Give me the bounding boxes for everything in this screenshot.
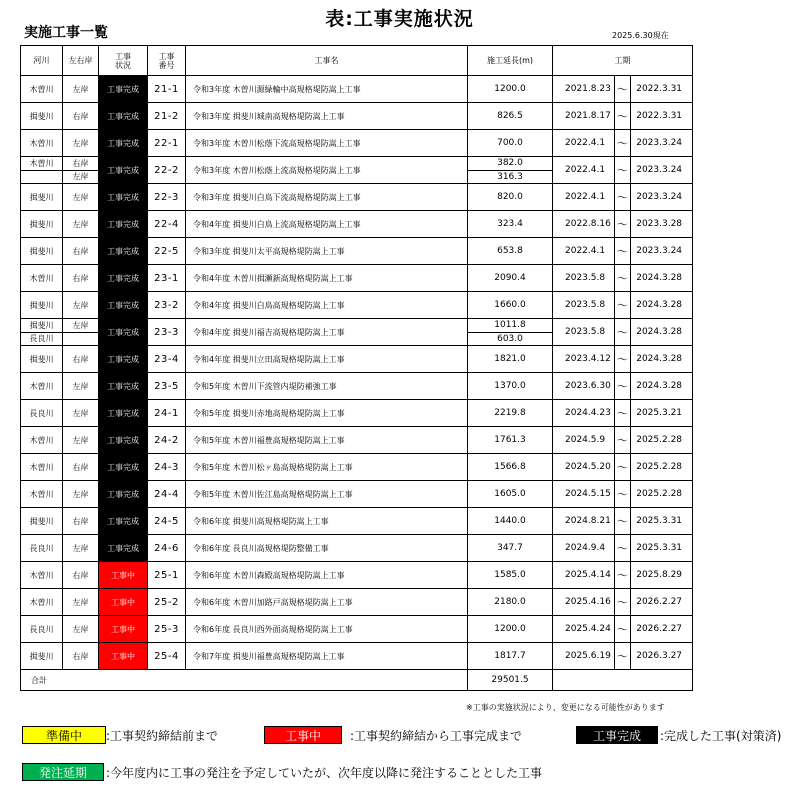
- table-row: [21, 130, 693, 157]
- river-cell: 木曽川: [21, 589, 63, 616]
- header-length: 施工延長(m): [468, 46, 553, 76]
- period-end: 2024.3.28: [631, 346, 693, 373]
- status-badge: 工事中: [99, 562, 148, 589]
- header-code: 工事 番号: [148, 46, 186, 76]
- bank-cell: 左岸: [63, 130, 99, 157]
- work-name: 令和5年度 木曽川佐江島高規格堤防嵩上工事: [186, 481, 468, 508]
- work-code: 23-2: [148, 292, 186, 319]
- legend-inprogress-desc: :工事契約締結から工事完成まで: [350, 729, 523, 743]
- period-end: 2025.8.29: [631, 562, 693, 589]
- table-row: [21, 508, 693, 535]
- length-cell: 347.7: [468, 535, 553, 562]
- river-cell: 揖斐川: [21, 292, 63, 319]
- length-cell: 1821.0: [468, 346, 553, 373]
- bank-cell: 左岸: [63, 373, 99, 400]
- period-end: 2025.3.31: [631, 535, 693, 562]
- bank-upper: 左岸: [72, 320, 89, 330]
- length-cell: 653.8: [468, 238, 553, 265]
- work-code: 24-4: [148, 481, 186, 508]
- length-cell: 2180.0: [468, 589, 553, 616]
- length-upper: 382.0: [497, 158, 523, 169]
- period-tilde: ～: [615, 400, 631, 427]
- river-cell: 木曽川: [21, 265, 63, 292]
- page-title: 表:工事実施状況: [325, 8, 474, 30]
- river-cell: 木曽川: [21, 76, 63, 103]
- river-cell: 長良川: [21, 616, 63, 643]
- period-start: 2023.5.8: [553, 319, 615, 346]
- period-end: 2025.2.28: [631, 427, 693, 454]
- period-start: 2023.5.8: [553, 292, 615, 319]
- length-cell: 323.4: [468, 211, 553, 238]
- status-badge: 工事完成: [99, 454, 148, 481]
- work-name: 令和6年度 木曽川加路戸高規格堤防嵩上工事: [186, 589, 468, 616]
- work-code: 24-6: [148, 535, 186, 562]
- period-end: 2023.3.24: [631, 157, 693, 184]
- work-code: 24-5: [148, 508, 186, 535]
- period-end: 2023.3.24: [631, 130, 693, 157]
- status-badge: 工事完成: [99, 211, 148, 238]
- river-lower: 長良川: [21, 332, 62, 346]
- river-cell: 揖斐川: [21, 238, 63, 265]
- bank-cell: 右岸: [63, 346, 99, 373]
- bank-cell: 右岸: [63, 643, 99, 670]
- period-tilde: ～: [615, 508, 631, 535]
- period-tilde: ～: [615, 346, 631, 373]
- period-start: 2023.5.8: [553, 265, 615, 292]
- work-name: 令和7年度 揖斐川福豊高規格堤防嵩上工事: [186, 643, 468, 670]
- work-code: 24-3: [148, 454, 186, 481]
- work-name: 令和5年度 揖斐川赤地高規格堤防嵩上工事: [186, 400, 468, 427]
- table-row: [21, 103, 693, 130]
- bank-cell: 右岸: [63, 265, 99, 292]
- table-row: [21, 535, 693, 562]
- status-badge: 工事完成: [99, 400, 148, 427]
- period-tilde: ～: [615, 562, 631, 589]
- river-cell: 長良川: [21, 535, 63, 562]
- construction-table: [20, 45, 693, 691]
- work-code: 24-2: [148, 427, 186, 454]
- period-tilde: ～: [615, 265, 631, 292]
- work-name: 令和6年度 揖斐川高規格堤防嵩上工事: [186, 508, 468, 535]
- work-code: 25-4: [148, 643, 186, 670]
- table-row: [21, 562, 693, 589]
- bank-cell: 左岸: [63, 292, 99, 319]
- work-name: 令和4年度 揖斐川立田高規格堤防嵩上工事: [186, 346, 468, 373]
- work-name: 令和3年度 揖斐川太平高規格堤防嵩上工事: [186, 238, 468, 265]
- header-river: 河川: [21, 46, 63, 76]
- status-badge: 工事完成: [99, 103, 148, 130]
- status-badge: 工事中: [99, 616, 148, 643]
- status-badge: 工事中: [99, 643, 148, 670]
- table-row: [21, 400, 693, 427]
- table-row: [21, 373, 693, 400]
- bank-lower: 左岸: [63, 170, 98, 184]
- period-tilde: ～: [615, 103, 631, 130]
- work-code: 22-3: [148, 184, 186, 211]
- period-start: 2021.8.17: [553, 103, 615, 130]
- header-row: [21, 46, 693, 76]
- work-code: 23-4: [148, 346, 186, 373]
- work-code: 23-5: [148, 373, 186, 400]
- period-end: 2023.3.24: [631, 238, 693, 265]
- work-code: 21-1: [148, 76, 186, 103]
- length-cell: 1200.0: [468, 76, 553, 103]
- bank-lower: [63, 332, 98, 346]
- length-cell: 2090.4: [468, 265, 553, 292]
- work-code: 23-1: [148, 265, 186, 292]
- river-cell: 長良川: [21, 400, 63, 427]
- length-lower: 603.0: [468, 332, 552, 346]
- status-badge: 工事完成: [99, 130, 148, 157]
- work-name: 令和3年度 木曽川松蔭下流高規格堤防嵩上工事: [186, 130, 468, 157]
- bank-cell: 左岸: [63, 589, 99, 616]
- period-start: 2025.4.14: [553, 562, 615, 589]
- period-tilde: ～: [615, 643, 631, 670]
- period-start: 2025.6.19: [553, 643, 615, 670]
- length-lower: 316.3: [468, 170, 552, 184]
- length-cell: 1817.7: [468, 643, 553, 670]
- period-end: 2025.3.31: [631, 508, 693, 535]
- bank-cell: 右岸: [63, 238, 99, 265]
- status-badge: 工事完成: [99, 481, 148, 508]
- period-start: 2023.6.30: [553, 373, 615, 400]
- status-badge: 工事完成: [99, 535, 148, 562]
- bank-cell: 左岸: [63, 400, 99, 427]
- status-badge: 工事完成: [99, 157, 148, 184]
- legend-completed-desc: :完成した工事(対策済): [660, 729, 782, 743]
- period-end: 2022.3.31: [631, 103, 693, 130]
- bank-cell: 右岸: [63, 508, 99, 535]
- work-code: 24-1: [148, 400, 186, 427]
- status-badge: 工事完成: [99, 508, 148, 535]
- period-start: 2022.4.1: [553, 184, 615, 211]
- period-start: 2022.8.16: [553, 211, 615, 238]
- work-name: 令和3年度 揖斐川白鳥下流高規格堤防嵩上工事: [186, 184, 468, 211]
- total-period-empty: [553, 670, 693, 691]
- status-badge: 工事完成: [99, 427, 148, 454]
- period-tilde: ～: [615, 76, 631, 103]
- work-code: 22-1: [148, 130, 186, 157]
- period-end: 2023.3.28: [631, 211, 693, 238]
- work-code: 22-2: [148, 157, 186, 184]
- period-tilde: ～: [615, 292, 631, 319]
- work-code: 25-3: [148, 616, 186, 643]
- period-start: 2024.4.23: [553, 400, 615, 427]
- legend-completed-swatch: 工事完成: [576, 726, 658, 744]
- period-tilde: ～: [615, 427, 631, 454]
- header-name: 工事名: [186, 46, 468, 76]
- river-upper: 揖斐川: [29, 320, 54, 330]
- header-period: 工期: [553, 46, 693, 76]
- length-upper: 1011.8: [494, 320, 526, 331]
- status-badge: 工事完成: [99, 238, 148, 265]
- status-badge: 工事完成: [99, 319, 148, 346]
- status-badge: 工事中: [99, 589, 148, 616]
- work-name: 令和5年度 木曽川松ヶ島高規格堤防嵩上工事: [186, 454, 468, 481]
- legend-inprogress-swatch: 工事中: [264, 726, 342, 744]
- work-name: 令和3年度 木曽川松蔭上流高規格堤防嵩上工事: [186, 157, 468, 184]
- work-code: 25-2: [148, 589, 186, 616]
- length-cell: 1585.0: [468, 562, 553, 589]
- length-cell: 826.5: [468, 103, 553, 130]
- table-row: [21, 454, 693, 481]
- legend-postponed-desc: :今年度内に工事の発注を予定していたが、次年度以降に発注することとした工事: [106, 766, 543, 780]
- work-name: 令和4年度 揖斐川白鳥高規格堤防嵩上工事: [186, 292, 468, 319]
- period-end: 2023.3.24: [631, 184, 693, 211]
- bank-cell: 左岸: [63, 184, 99, 211]
- status-badge: 工事完成: [99, 76, 148, 103]
- bank-cell: 左岸: [63, 616, 99, 643]
- table-row: [21, 319, 693, 346]
- river-cell: 木曽川: [21, 373, 63, 400]
- table-row: [21, 184, 693, 211]
- table-row: [21, 427, 693, 454]
- period-start: 2023.4.12: [553, 346, 615, 373]
- table-row: [21, 211, 693, 238]
- period-start: 2022.4.1: [553, 238, 615, 265]
- length-cell: 1200.0: [468, 616, 553, 643]
- period-tilde: ～: [615, 238, 631, 265]
- bank-cell: [63, 157, 99, 184]
- period-end: 2025.2.28: [631, 454, 693, 481]
- period-end: 2026.3.27: [631, 643, 693, 670]
- period-tilde: ～: [615, 130, 631, 157]
- period-tilde: ～: [615, 616, 631, 643]
- river-cell: 揖斐川: [21, 508, 63, 535]
- work-code: 23-3: [148, 319, 186, 346]
- period-tilde: ～: [615, 481, 631, 508]
- length-cell: 1660.0: [468, 292, 553, 319]
- bank-cell: 右岸: [63, 454, 99, 481]
- river-cell: 木曽川: [21, 562, 63, 589]
- river-cell: 揖斐川: [21, 643, 63, 670]
- work-code: 25-1: [148, 562, 186, 589]
- work-code: 22-4: [148, 211, 186, 238]
- river-cell: [21, 157, 63, 184]
- work-name: 令和4年度 木曽川揖瀬新高規格堤防嵩上工事: [186, 265, 468, 292]
- river-cell: [21, 319, 63, 346]
- length-cell: 700.0: [468, 130, 553, 157]
- status-badge: 工事完成: [99, 265, 148, 292]
- work-code: 22-5: [148, 238, 186, 265]
- bank-cell: 左岸: [63, 535, 99, 562]
- period-start: 2021.8.23: [553, 76, 615, 103]
- period-start: 2025.4.24: [553, 616, 615, 643]
- length-cell: 1761.3: [468, 427, 553, 454]
- river-cell: 木曽川: [21, 481, 63, 508]
- river-cell: 揖斐川: [21, 346, 63, 373]
- total-length: 29501.5: [468, 670, 553, 691]
- river-cell: 揖斐川: [21, 103, 63, 130]
- length-cell: 1440.0: [468, 508, 553, 535]
- period-start: 2025.4.16: [553, 589, 615, 616]
- bank-cell: 左岸: [63, 211, 99, 238]
- length-cell: 1566.8: [468, 454, 553, 481]
- length-cell: 1605.0: [468, 481, 553, 508]
- table-row: [21, 643, 693, 670]
- period-start: 2024.5.15: [553, 481, 615, 508]
- bank-cell: 左岸: [63, 427, 99, 454]
- status-badge: 工事完成: [99, 292, 148, 319]
- period-tilde: ～: [615, 454, 631, 481]
- period-start: 2022.4.1: [553, 157, 615, 184]
- bank-cell: [63, 319, 99, 346]
- work-name: 令和4年度 揖斐川福吉高規格堤防嵩上工事: [186, 319, 468, 346]
- bank-cell: 左岸: [63, 481, 99, 508]
- header-bank: 左右岸: [63, 46, 99, 76]
- bank-cell: 左岸: [63, 76, 99, 103]
- length-cell: 2219.8: [468, 400, 553, 427]
- river-cell: 木曽川: [21, 130, 63, 157]
- legend-preparing-desc: :工事契約締結前まで: [106, 729, 219, 743]
- period-tilde: ～: [615, 211, 631, 238]
- period-end: 2025.2.28: [631, 481, 693, 508]
- river-upper: 木曽川: [29, 158, 54, 168]
- work-code: 21-2: [148, 103, 186, 130]
- period-start: 2024.5.9: [553, 427, 615, 454]
- as-of-date: 2025.6.30現在: [612, 31, 669, 40]
- bank-cell: 右岸: [63, 103, 99, 130]
- work-name: 令和5年度 木曽川下流管内堤防補強工事: [186, 373, 468, 400]
- work-name: 令和4年度 揖斐川白鳥上流高規格堤防嵩上工事: [186, 211, 468, 238]
- table-row: [21, 76, 693, 103]
- river-cell: 木曽川: [21, 427, 63, 454]
- table-subtitle: 実施工事一覧: [24, 25, 108, 41]
- period-start: 2024.8.21: [553, 508, 615, 535]
- status-badge: 工事完成: [99, 346, 148, 373]
- period-end: 2026.2.27: [631, 616, 693, 643]
- period-end: 2024.3.28: [631, 265, 693, 292]
- bank-cell: 右岸: [63, 562, 99, 589]
- length-cell: 1370.0: [468, 373, 553, 400]
- legend-postponed-swatch: 発注延期: [22, 763, 104, 781]
- river-cell: 揖斐川: [21, 184, 63, 211]
- work-name: 令和6年度 長良川西外面高規格堤防嵩上工事: [186, 616, 468, 643]
- period-end: 2026.2.27: [631, 589, 693, 616]
- legend-preparing-swatch: 準備中: [22, 726, 106, 744]
- period-end: 2024.3.28: [631, 373, 693, 400]
- table-row: [21, 265, 693, 292]
- table-row: [21, 616, 693, 643]
- total-label: 合計: [21, 670, 468, 691]
- work-name: 令和3年度 揖斐川城南高規格堤防嵩上工事: [186, 103, 468, 130]
- status-badge: 工事完成: [99, 184, 148, 211]
- table-row: [21, 157, 693, 184]
- work-name: 令和6年度 木曽川森殿高規格堤防嵩上工事: [186, 562, 468, 589]
- period-tilde: ～: [615, 373, 631, 400]
- period-tilde: ～: [615, 184, 631, 211]
- length-cell: [468, 319, 553, 346]
- length-cell: [468, 157, 553, 184]
- period-start: 2024.9.4: [553, 535, 615, 562]
- river-cell: 揖斐川: [21, 211, 63, 238]
- work-name: 令和6年度 長良川高規格堤防整備工事: [186, 535, 468, 562]
- work-name: 令和5年度 木曽川福豊高規格堤防嵩上工事: [186, 427, 468, 454]
- river-cell: 木曽川: [21, 454, 63, 481]
- status-badge: 工事完成: [99, 373, 148, 400]
- table-row: [21, 238, 693, 265]
- table-row: [21, 481, 693, 508]
- period-end: 2024.3.28: [631, 319, 693, 346]
- table-row: [21, 589, 693, 616]
- period-start: 2022.4.1: [553, 130, 615, 157]
- bank-upper: 右岸: [72, 158, 89, 168]
- period-end: 2025.3.21: [631, 400, 693, 427]
- header-status: 工事 状況: [99, 46, 148, 76]
- work-name: 令和3年度 木曽川源緑輪中高規格堤防嵩上工事: [186, 76, 468, 103]
- total-row: [21, 670, 693, 691]
- period-end: 2022.3.31: [631, 76, 693, 103]
- length-cell: 820.0: [468, 184, 553, 211]
- table-row: [21, 292, 693, 319]
- table-row: [21, 346, 693, 373]
- period-tilde: ～: [615, 589, 631, 616]
- period-end: 2024.3.28: [631, 292, 693, 319]
- footnote: ※工事の実施状況により、変更になる可能性があります: [466, 703, 665, 712]
- river-lower: [21, 170, 62, 184]
- period-tilde: ～: [615, 535, 631, 562]
- period-tilde: ～: [615, 319, 631, 346]
- period-tilde: ～: [615, 157, 631, 184]
- period-start: 2024.5.20: [553, 454, 615, 481]
